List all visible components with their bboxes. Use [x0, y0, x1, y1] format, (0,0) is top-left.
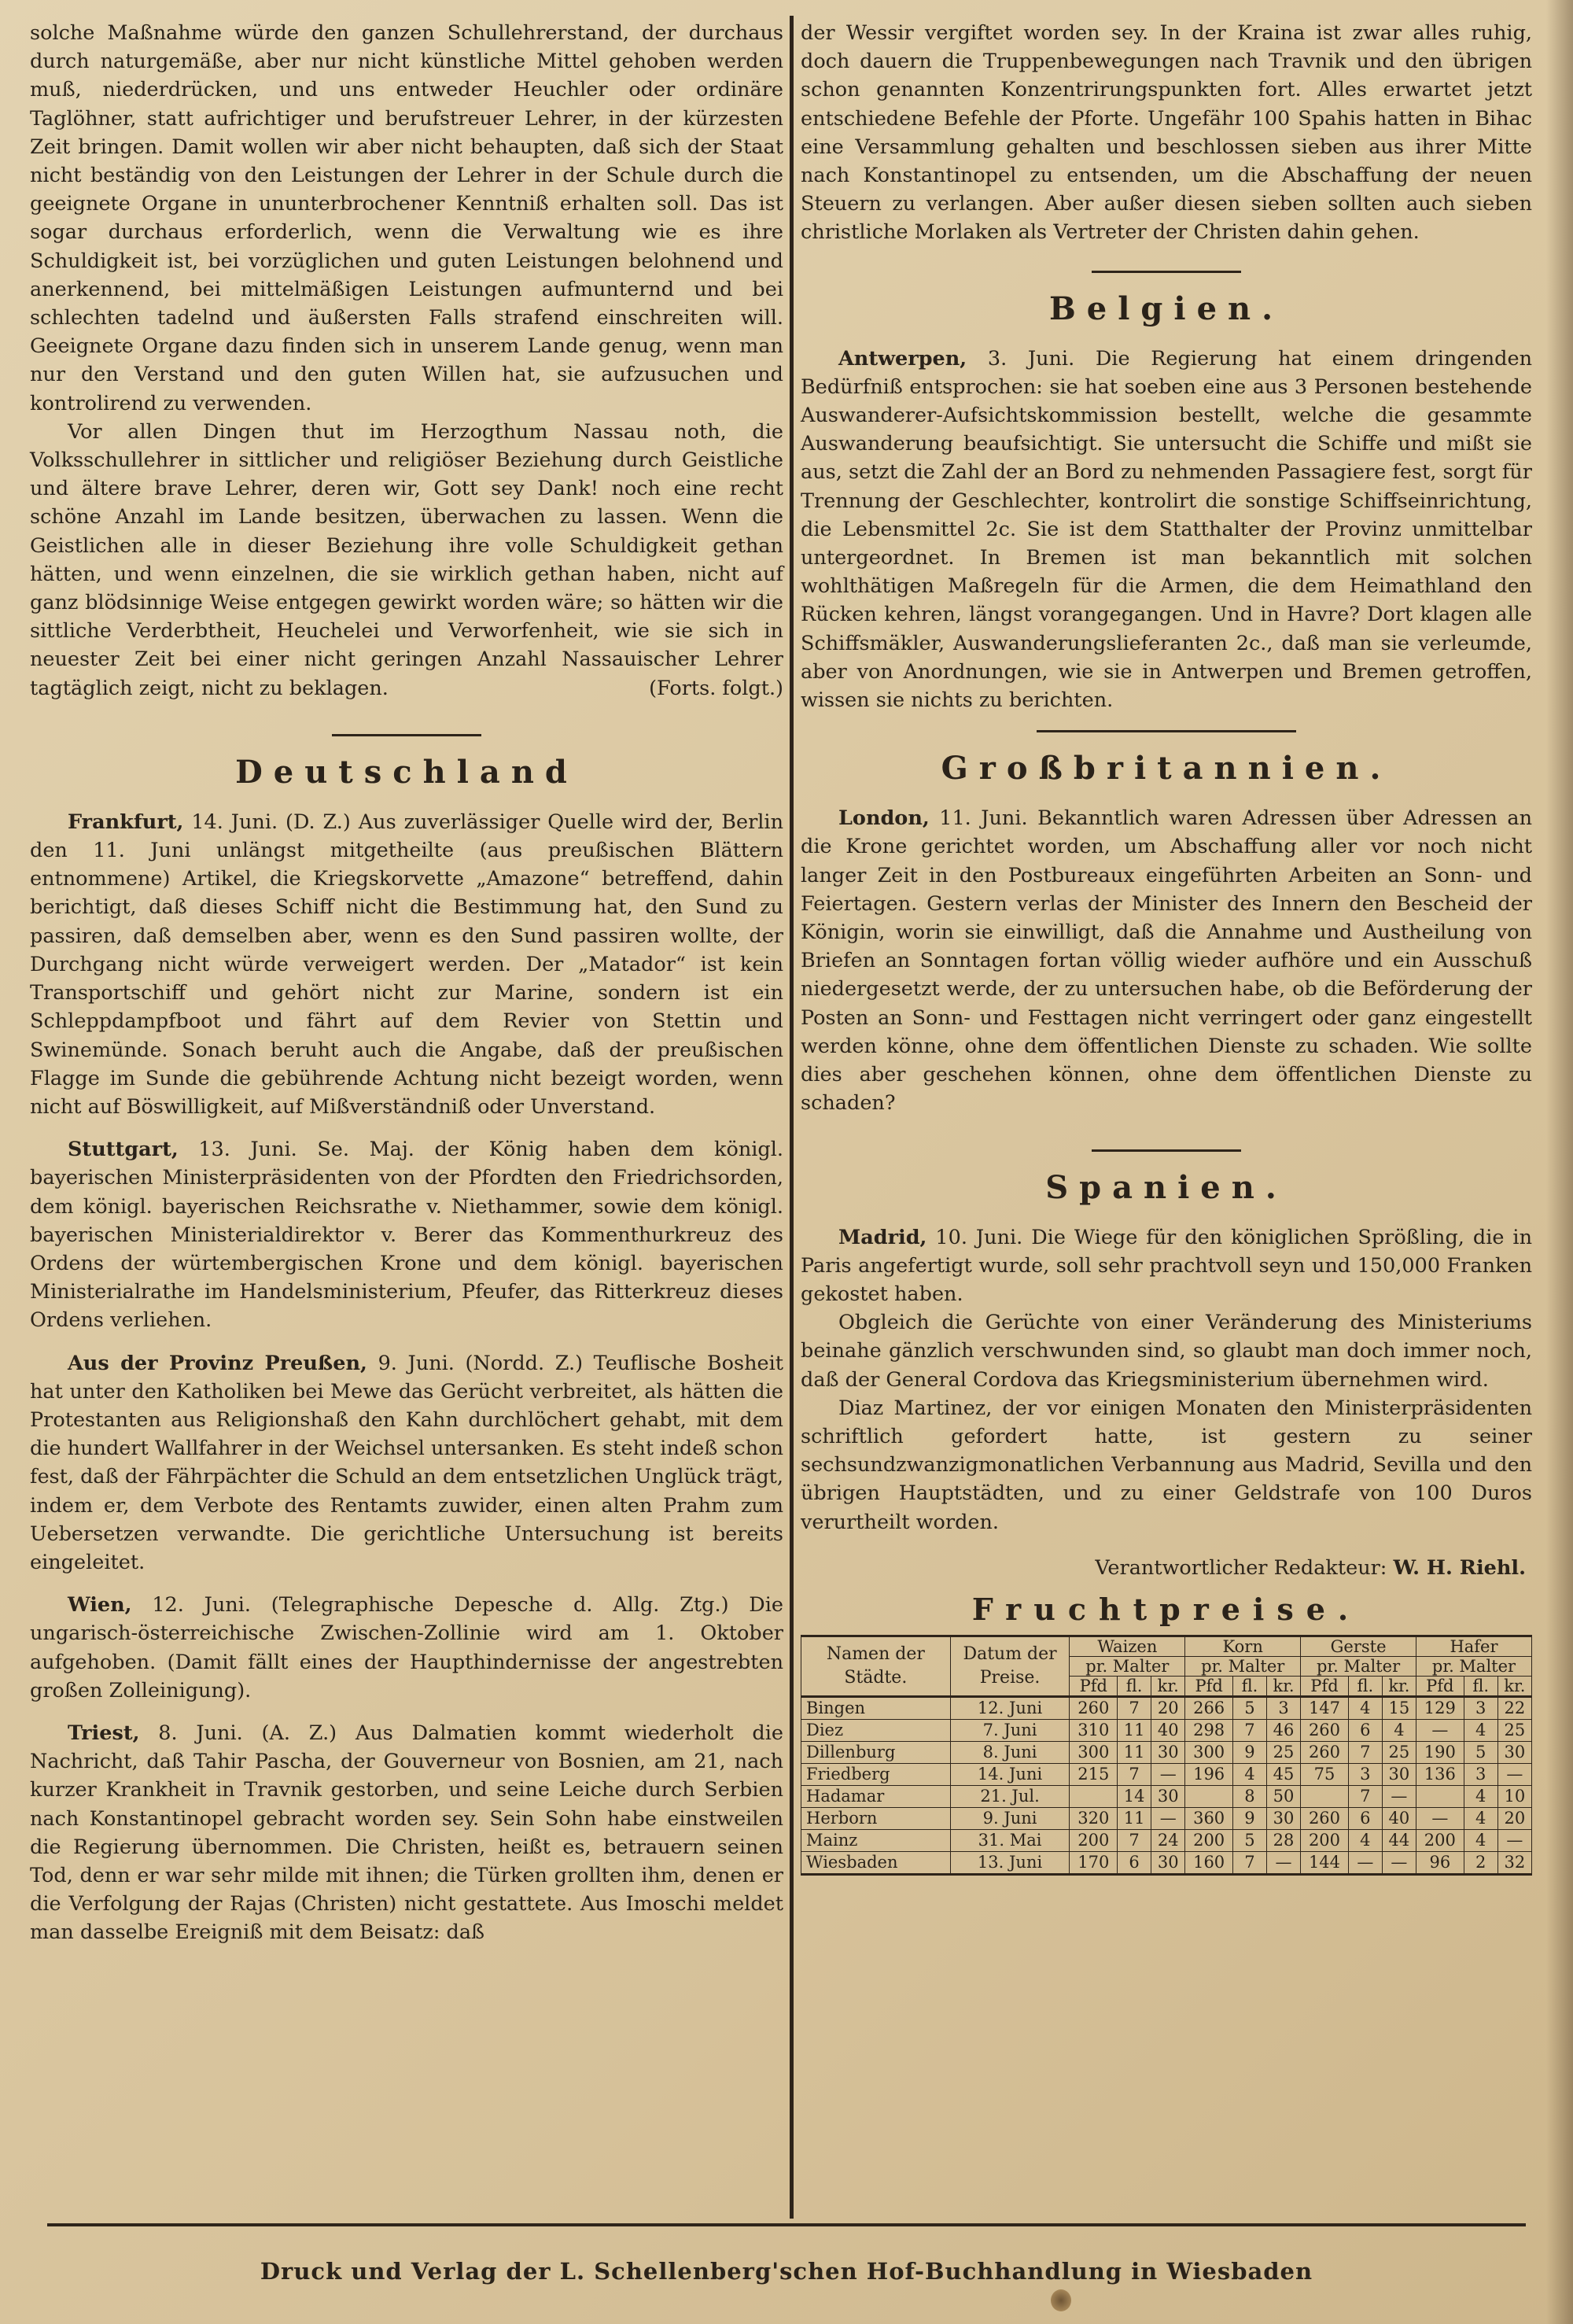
- cell-value: 3: [1266, 1696, 1300, 1719]
- cell-value: 25: [1382, 1741, 1416, 1763]
- sub-header: Pfd: [1070, 1676, 1118, 1696]
- table-row: [801, 1763, 1532, 1785]
- cell-value: 260: [1301, 1807, 1349, 1829]
- cell-value: —: [1348, 1851, 1382, 1874]
- fruit-price-rows: [801, 1696, 1532, 1874]
- editor-signature: [801, 1554, 1526, 1582]
- cell-value: 7: [1232, 1851, 1266, 1874]
- cell-value: 25: [1497, 1719, 1531, 1741]
- cell-value: 20: [1497, 1807, 1531, 1829]
- cell-value: 30: [1266, 1807, 1300, 1829]
- cell-date: 13. Juni: [950, 1851, 1070, 1874]
- cell-value: 10: [1497, 1785, 1531, 1807]
- cell-value: 196: [1185, 1763, 1233, 1785]
- news-text-madrid: 10. Juni. Die Wiege für den königlichen Sprößling, die in Paris angefertigt wurde, soll sehr prachtvoll seyn und 150,000 Franken gekostet haben.: [801, 1225, 1532, 1306]
- group-header-waizen: Waizen: [1070, 1636, 1185, 1656]
- cell-date: 14. Juni: [950, 1763, 1070, 1785]
- cell-value: 30: [1151, 1785, 1185, 1807]
- cell-value: 260: [1070, 1696, 1118, 1719]
- table-row: [801, 1741, 1532, 1763]
- cell-value: 4: [1464, 1829, 1497, 1851]
- cell-value: 30: [1151, 1741, 1185, 1763]
- article-text-body: Vor allen Dingen thut im Herzogthum Nassau noth, die Volksschullehrer in sittlicher und religiöser Beziehung durch Geistliche und ältere brave Lehrer, deren wir, Gott sey Dank! noch eine recht schöne Anzahl im Lande besitzen, überwachen zu lassen. Wenn die Geistlichen alle in dieser Beziehung ihre volle Schuldigkeit gethan hätten, und wenn einzelnen, die sie wirklich gethan haben, nicht auf ganz blödsinnige Weise entgegen gewirkt worden wäre; so hätten wir die sittliche Verderbtheit, Heuchelei und Verworfenheit, wie sie sich in neuester Zeit bei einer nicht geringen Anzahl Nassauischer Lehrer tagtäglich zeigt, nicht zu beklagen.: [30, 419, 783, 700]
- cell-value: 25: [1266, 1741, 1300, 1763]
- cell-value: —: [1382, 1851, 1416, 1874]
- unit-header: pr. Malter: [1301, 1656, 1416, 1676]
- cell-value: 190: [1416, 1741, 1464, 1763]
- dateline-antwerpen: Antwerpen,: [838, 346, 967, 371]
- dateline-triest: Triest,: [68, 1721, 140, 1745]
- cell-value: 4: [1464, 1807, 1497, 1829]
- news-text-preussen: 9. Juni. (Nordd. Z.) Teuflische Bosheit hat unter den Katholiken bei Mewe das Gerücht verbreitet, als hätten die Protestanten aus Religionshaß den Kahn durchlöchert gehabt, mit dem die hundert Wallfahrer in der Weichsel untersanken. Es steht indeß schon fest, daß der Fährpächter die Schuld an dem entsetzlichen Unglück trägt, indem er, dem Verbote des Rentamts zuwider, einen alten Prahm zum Uebersetzen verwandte. Die gerichtliche Untersuchung ist bereits eingeleitet.: [30, 1351, 783, 1574]
- table-row: [801, 1696, 1532, 1719]
- cell-value: 44: [1382, 1829, 1416, 1851]
- unit-header: pr. Malter: [1185, 1656, 1301, 1676]
- cell-value: 160: [1185, 1851, 1233, 1874]
- signature-name: W. H. Riehl.: [1393, 1555, 1526, 1580]
- cell-value: 136: [1416, 1763, 1464, 1785]
- cell-value: 11: [1118, 1807, 1151, 1829]
- cell-value: 147: [1301, 1696, 1349, 1719]
- cell-value: 3: [1348, 1763, 1382, 1785]
- cell-value: [1301, 1785, 1349, 1807]
- sub-header: fl.: [1348, 1676, 1382, 1696]
- unit-header: pr. Malter: [1416, 1656, 1532, 1676]
- table-row: [801, 1719, 1532, 1741]
- cell-value: 4: [1348, 1696, 1382, 1719]
- cell-value: 11: [1118, 1741, 1151, 1763]
- footer-rule: [47, 2223, 1526, 2226]
- cell-value: 14: [1118, 1785, 1151, 1807]
- cell-value: 3: [1464, 1696, 1497, 1719]
- cell-value: 8: [1232, 1785, 1266, 1807]
- news-item-triest: [30, 1719, 783, 1947]
- cell-value: 320: [1070, 1807, 1118, 1829]
- sub-header: Pfd: [1301, 1676, 1349, 1696]
- dateline-preussen: Aus der Provinz Preußen,: [68, 1351, 367, 1375]
- page-edge-shadow: [1546, 0, 1573, 2324]
- cell-value: —: [1382, 1785, 1416, 1807]
- cell-value: 200: [1070, 1829, 1118, 1851]
- cell-value: 50: [1266, 1785, 1300, 1807]
- news-item-frankfurt: [30, 808, 783, 1121]
- section-heading-spanien: Spanien.: [1045, 1168, 1288, 1206]
- cell-city: Dillenburg: [801, 1741, 951, 1763]
- group-header-hafer: Hafer: [1416, 1636, 1532, 1656]
- sub-header: kr.: [1497, 1676, 1531, 1696]
- unit-header: pr. Malter: [1070, 1656, 1185, 1676]
- cell-value: 45: [1266, 1763, 1300, 1785]
- cell-date: 31. Mai: [950, 1829, 1070, 1851]
- cell-value: 200: [1416, 1829, 1464, 1851]
- cell-value: 4: [1464, 1785, 1497, 1807]
- cell-value: 360: [1185, 1807, 1233, 1829]
- sub-header: fl.: [1118, 1676, 1151, 1696]
- news-text-triest: 8. Juni. (A. Z.) Aus Dalmatien kommt wiederholt die Nachricht, daß Tahir Pascha, der Gouverneur von Bosnien, am 21, nach kurzer Krankheit in Travnik gestorben, und seine Leiche durch Serbien nach Konstantinopel gebracht worden sey. Sein Sohn habe einstweilen die Regierung übernommen. Die Christen, heißt es, betrauern seinen Tod, denn er war sehr milde mit ihnen; die Türken grollten ihm, denen er die Verfolgung der Rajas (Christen) nicht gestattete. Aus Imoschi meldet man dasselbe Ereigniß mit dem Beisatz: daß: [30, 1721, 783, 1945]
- section-heading-grossbritannien: Großbritannien.: [941, 750, 1392, 788]
- cell-value: 5: [1464, 1741, 1497, 1763]
- news-item-madrid-3: Diaz Martinez, der vor einigen Monaten den Ministerpräsidenten schriftlich gefordert hatte, ist gestern zu seiner sechsundzwanzigmonatlichen Verbannung aus Madrid, Sevilla und den übrigen Hauptstädten, und zu einer Geldstrafe von 100 Duros verurtheilt worden.: [801, 1396, 1532, 1534]
- dateline-madrid: Madrid,: [838, 1225, 927, 1249]
- section-separator: [332, 734, 481, 736]
- cell-value: 30: [1382, 1763, 1416, 1785]
- cell-city: Mainz: [801, 1829, 951, 1851]
- news-text-stuttgart: 13. Juni. Se. Maj. der König haben dem königl. bayerischen Ministerpräsidenten von der Pfordten den Friedrichsorden, dem königl. bayerischen Reichsrathe v. Niethammer, sowie dem königl. bayerischen Ministerialdirektor v. Berer das Kommenthurkreuz des Ordens der würtembergischen Krone und dem königl. bayerischen Ministerialrathe im Handelsministerium, Pfeufer, das Ritterkreuz dieses Ordens verliehen.: [30, 1138, 783, 1333]
- cell-value: 260: [1301, 1741, 1349, 1763]
- cell-value: 32: [1497, 1851, 1531, 1874]
- dateline-wien: Wien,: [68, 1593, 132, 1618]
- cell-value: 144: [1301, 1851, 1349, 1874]
- cell-city: Bingen: [801, 1696, 951, 1719]
- cell-value: 7: [1118, 1829, 1151, 1851]
- cell-value: 40: [1382, 1807, 1416, 1829]
- cell-city: Hadamar: [801, 1785, 951, 1807]
- table-row: [801, 1807, 1532, 1829]
- sub-header: Pfd: [1185, 1676, 1233, 1696]
- cell-value: 24: [1151, 1829, 1185, 1851]
- cell-value: —: [1266, 1851, 1300, 1874]
- cell-value: 9: [1232, 1741, 1266, 1763]
- cell-value: 40: [1151, 1719, 1185, 1741]
- news-item-madrid: [801, 1223, 1532, 1309]
- cell-value: —: [1151, 1763, 1185, 1785]
- cell-city: Diez: [801, 1719, 951, 1741]
- cell-value: 28: [1266, 1829, 1300, 1851]
- cell-value: 46: [1266, 1719, 1300, 1741]
- sub-header: kr.: [1382, 1676, 1416, 1696]
- sub-header: fl.: [1232, 1676, 1266, 1696]
- col-header-cities: Namen der Städte.: [801, 1636, 951, 1696]
- dateline-stuttgart: Stuttgart,: [68, 1138, 179, 1162]
- cell-value: 170: [1070, 1851, 1118, 1874]
- section-separator: [1092, 271, 1241, 273]
- cell-value: 300: [1185, 1741, 1233, 1763]
- section-heading-belgien: Belgien.: [1048, 290, 1284, 327]
- cell-city: Herborn: [801, 1807, 951, 1829]
- continuation-note: (Forts. folgt.): [649, 676, 783, 700]
- cell-value: [1070, 1785, 1118, 1807]
- cell-value: 30: [1151, 1851, 1185, 1874]
- news-item-london: [801, 804, 1532, 1117]
- cell-value: 4: [1382, 1719, 1416, 1741]
- cell-date: 21. Jul.: [950, 1785, 1070, 1807]
- dateline-london: London,: [838, 806, 930, 831]
- table-row: [801, 1829, 1532, 1851]
- cell-value: 75: [1301, 1763, 1349, 1785]
- cell-value: 200: [1185, 1829, 1233, 1851]
- cell-value: 20: [1151, 1696, 1185, 1719]
- cell-value: 7: [1348, 1785, 1382, 1807]
- news-text-wien: 12. Juni. (Telegraphische Depesche d. Allg. Ztg.) Die ungarisch-österreichische Zwischen-Zollinie wird am 1. Oktober aufgehoben. (Damit fällt eines der Haupthindernisse der angestrebten großen Zolleinigung).: [30, 1593, 783, 1702]
- sub-header: Pfd: [1416, 1676, 1464, 1696]
- news-item-antwerpen: [801, 345, 1532, 715]
- section-separator: [1092, 1149, 1241, 1152]
- cell-value: 260: [1301, 1719, 1349, 1741]
- cell-value: 300: [1070, 1741, 1118, 1763]
- section-separator: [1037, 730, 1296, 732]
- cell-date: 12. Juni: [950, 1696, 1070, 1719]
- cell-value: 266: [1185, 1696, 1233, 1719]
- news-item-wien: [30, 1591, 783, 1705]
- paper-hole: [1051, 2289, 1071, 2311]
- cell-value: —: [1151, 1807, 1185, 1829]
- cell-value: 4: [1348, 1829, 1382, 1851]
- cell-value: 4: [1464, 1719, 1497, 1741]
- column-rule: [790, 16, 794, 2219]
- cell-value: 6: [1118, 1851, 1151, 1874]
- printer-imprint: Druck und Verlag der L. Schellenberg'schen Hof-Buchhandlung in Wiesbaden: [260, 2258, 1313, 2285]
- article-text-continued-right: der Wessir vergiftet worden sey. In der Kraina ist zwar alles ruhig, doch dauern die Truppenbewegungen nach Travnik und den übrigen schon genannten Konzentrirungspunkten fort. Alles erwartet jetzt entschiedene Befehle der Pforte. Ungefähr 100 Spahis hatten in Bihac eine Versammlung gehalten und beschlossen sieben aus ihrer Mitte nach Konstantinopel zu entsenden, um die Abschaffung der neuen Steuern zu verlangen. Aber außer diesen sieben sollten auch sieben christliche Morlaken als Vertreter der Christen dahin gehen.: [801, 21, 1532, 245]
- news-item-madrid-2: Obgleich die Gerüchte von einer Veränderung des Ministeriums beinahe gänzlich verschwunden sind, so glaubt man doch immer noch, daß der General Cordova das Kriegsministerium übernehmen wird.: [801, 1311, 1532, 1392]
- cell-value: 5: [1232, 1829, 1266, 1851]
- news-item-stuttgart: [30, 1135, 783, 1334]
- left-column: [30, 19, 783, 1947]
- cell-value: 96: [1416, 1851, 1464, 1874]
- cell-value: 22: [1497, 1696, 1531, 1719]
- cell-city: Wiesbaden: [801, 1851, 951, 1874]
- cell-value: —: [1416, 1719, 1464, 1741]
- cell-value: 129: [1416, 1696, 1464, 1719]
- cell-value: 7: [1118, 1763, 1151, 1785]
- cell-date: 9. Juni: [950, 1807, 1070, 1829]
- cell-value: —: [1416, 1807, 1464, 1829]
- cell-value: 7: [1118, 1696, 1151, 1719]
- section-heading-deutschland: Deutschland: [235, 753, 578, 791]
- cell-value: 310: [1070, 1719, 1118, 1741]
- cell-value: 30: [1497, 1741, 1531, 1763]
- cell-value: [1416, 1785, 1464, 1807]
- cell-value: 215: [1070, 1763, 1118, 1785]
- cell-value: 6: [1348, 1719, 1382, 1741]
- fruit-price-table: [801, 1635, 1532, 1876]
- cell-value: 4: [1232, 1763, 1266, 1785]
- cell-value: 3: [1464, 1763, 1497, 1785]
- right-column: [801, 19, 1532, 1876]
- cell-value: 7: [1232, 1719, 1266, 1741]
- sub-header: fl.: [1464, 1676, 1497, 1696]
- cell-date: 8. Juni: [950, 1741, 1070, 1763]
- cell-value: [1185, 1785, 1233, 1807]
- col-header-date: Datum der Preise.: [950, 1636, 1070, 1696]
- cell-value: 11: [1118, 1719, 1151, 1741]
- cell-date: 7. Juni: [950, 1719, 1070, 1741]
- cell-value: 15: [1382, 1696, 1416, 1719]
- cell-value: 200: [1301, 1829, 1349, 1851]
- cell-value: 2: [1464, 1851, 1497, 1874]
- table-row: [801, 1851, 1532, 1874]
- signature-label: Verantwortlicher Redakteur:: [1095, 1555, 1387, 1580]
- table-row: [801, 1785, 1532, 1807]
- sub-header: kr.: [1266, 1676, 1300, 1696]
- cell-value: —: [1497, 1763, 1531, 1785]
- cell-value: 298: [1185, 1719, 1233, 1741]
- fruit-prices-title: Fruchtpreise.: [971, 1591, 1361, 1627]
- news-item-preussen: [30, 1349, 783, 1577]
- news-text-antwerpen: 3. Juni. Die Regierung hat einem dringenden Bedürfniß entsprochen: sie hat soeben eine aus 3 Personen bestehende Auswanderer-Aufsichtskommission bestellt, welche die gesammte Auswanderung beaufsichtigt. Sie untersucht die Schiffe und mißt sie aus, setzt die Zahl der an Bord zu nehmenden Passagiere fest, sorgt für Trennung der Geschlechter, kontrolirt die sonstige Schiffseinrichtung, die Lebensmittel 2c. Sie ist dem Statthalter der Provinz unmittelbar untergeordnet. In Bremen ist man bekanntlich mit solchen wohlthätigen Maßregeln für die Armen, die dem Heimathland den Rücken kehren, längst vorangegangen. Und in Havre? Dort klagen alle Schiffsmäkler, Auswanderungslieferanten 2c., daß man sie verleumde, aber von Anordnungen, wie sie in Antwerpen und Bremen getroffen, wissen sie nichts zu berichten.: [801, 346, 1532, 713]
- dateline-frankfurt: Frankfurt,: [68, 810, 184, 834]
- cell-value: 7: [1348, 1741, 1382, 1763]
- news-text-london: 11. Juni. Bekanntlich waren Adressen über Adressen an die Krone gerichtet worden, um Abschaffung aller vor noch nicht langer Zeit in den Postbureaux eingeführten Arbeiten an Sonn- und Feiertagen. Gestern verlas der Minister des Innern den Bescheid der Königin, worin sie einwilligt, daß die Annahme und Austheilung von Briefen an Sonntagen fortan völlig wieder aufhöre und ein Ausschuß niedergesetzt werde, der zu untersuchen habe, ob die Beförderung der Posten an Sonn- und Festtagen nicht verringert oder ganz eingestellt werden könne, ohne dem öffentlichen Dienste zu schaden. Wie sollte dies aber geschehen können, ohne dem öffentlichen Dienste zu schaden?: [801, 806, 1532, 1116]
- cell-value: 5: [1232, 1696, 1266, 1719]
- cell-value: 9: [1232, 1807, 1266, 1829]
- cell-city: Friedberg: [801, 1763, 951, 1785]
- article-text: [30, 418, 783, 703]
- sub-header: kr.: [1151, 1676, 1185, 1696]
- article-text-continued: solche Maßnahme würde den ganzen Schullehrerstand, der durchaus durch naturgemäße, aber nur nicht künstliche Mittel gehoben werden muß, niederdrücken, und uns entweder Heuchler oder ordinäre Taglöhner, statt aufrichtiger und berufstreuer Lehrer, in der kürzesten Zeit bringen. Damit wollen wir aber nicht behaupten, daß sich der Staat nicht beständig von den Leistungen der Lehrer in der Schule durch die geeignete Organe in ununterbrochener Kenntniß erhalten soll. Das ist sogar durchaus erforderlich, wenn die Verwaltung wie es ihre Schuldigkeit ist, bei vorzüglichen und guten Leistungen belohnend und anerkennend, bei mittelmäßigen Leistungen aufmunternd und bei schlechten tadelnd und äußersten Falls strafend einschreiten will. Geeignete Organe dazu finden sich in unserem Lande genug, wenn man nur den Verstand und den guten Willen hat, sie aufzusuchen und kontrolirend zu verwenden.: [30, 21, 783, 415]
- news-text-frankfurt: 14. Juni. (D. Z.) Aus zuverlässiger Quelle wird der, Berlin den 11. Juni unlängst mitgetheilte (aus preußischen Blättern entnommene) Artikel, die Kriegskorvette „Amazone“ betreffend, dahin berichtigt, daß dieses Schiff nicht die Bestimmung hat, den Sund zu passiren, daß demselben aber, wenn es den Sund passiren wollte, der Durchgang nicht würde verweigert werden. Der „Matador“ ist kein Transportschiff und gehört nicht zur Marine, sondern ist ein Schleppdampfboot und fährt auf dem Revier von Stettin und Swinemünde. Sonach beruht auch die Angabe, daß der preußischen Flagge im Sunde die gebührende Achtung nicht bezeigt worden, wenn nicht auf Böswilligkeit, auf Mißverständniß oder Unverstand.: [30, 810, 783, 1119]
- cell-value: —: [1497, 1829, 1531, 1851]
- group-header-gerste: Gerste: [1301, 1636, 1416, 1656]
- group-header-korn: Korn: [1185, 1636, 1301, 1656]
- cell-value: 6: [1348, 1807, 1382, 1829]
